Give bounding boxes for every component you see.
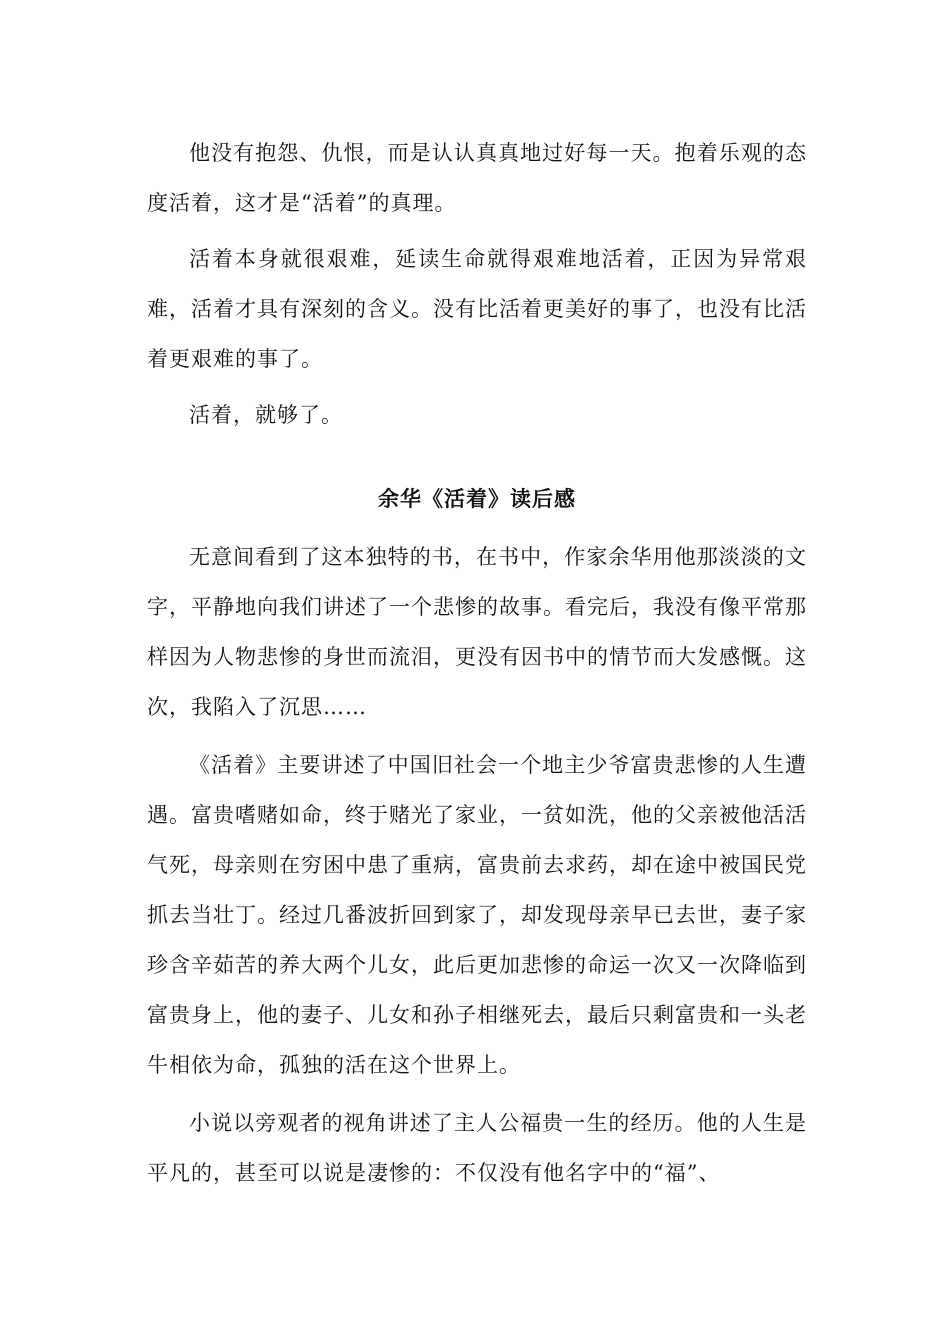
paragraph-hardship: 活着本身就很艰难，延读生命就得艰难地活着，正因为异常艰难，活着才具有深刻的含义。没有比活着更美好的事了，也没有比活着更艰难的事了。 xyxy=(147,247,807,371)
paragraph-enough: 活着，就够了。 xyxy=(189,403,343,427)
paragraph-summary: 《活着》主要讲述了中国旧社会一个地主少爷富贵悲惨的人生遭遇。富贵嗜赌如命，终于赌光了家业，一贫如洗，他的父亲被他活活气死，母亲则在穷困中患了重病，富贵前去求药，却在途中被国民党抓去当壮丁。经过几番波折回到家了，却发现母亲早已去世，妻子家珍含辛茹苦的养大两个儿女，此后更加悲惨的命运一次又一次降临到富贵身上，他的妻子、儿女和孙子相继死去，最后只剩富贵和一头老牛相依为命，孤独的活在这个世界上。 xyxy=(147,753,807,1077)
paragraph-intro: 无意间看到了这本独特的书，在书中，作家余华用他那淡淡的文字，平静地向我们讲述了一个悲惨的故事。看完后，我没有像平常那样因为人物悲惨的身世而流泪，更没有因书中的情节而大发感慨。这次，我陷入了沉思…… xyxy=(147,545,807,719)
essay-title: 余华《活着》读后感 xyxy=(378,487,576,511)
paragraph-perspective: 小说以旁观者的视角讲述了主人公福贵一生的经历。他的人生是平凡的，甚至可以说是凄惨的：不仅没有他名字中的“福”、 xyxy=(147,1111,807,1185)
paragraph-optimism: 他没有抱怨、仇恨，而是认认真真地过好每一天。抱着乐观的态度活着，这才是“活着”的真理。 xyxy=(147,141,807,215)
